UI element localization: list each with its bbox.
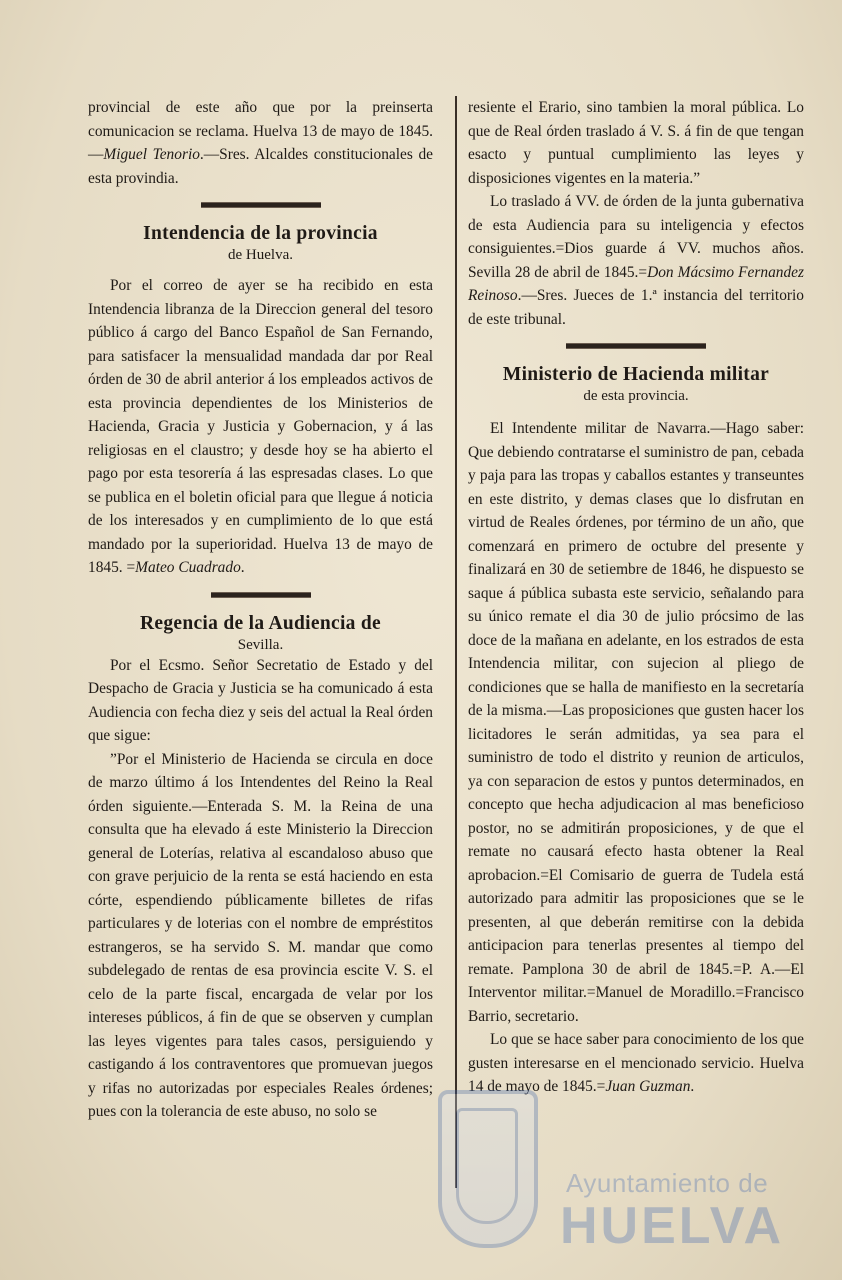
left-continuation: provincial de este año que por la preinserta comunicacion se reclama. Huelva 13 de mayo de 1845.—Miguel Tenorio.—Sres. Alcaldes constitucionales de esta provindia. xyxy=(88,99,433,187)
section-subtitle-intendencia: de Huelva. xyxy=(228,247,293,263)
hacienda-militar-body: El Intendente militar de Navarra.—Hago saber: Que debiendo contratarse el suministro de pan, cebada y paja para las tropas y caballos estantes y transeuntes en este distrito, y demas clases que lo disfrutan en virtud de Reales órdenes, por término de un año, que comenzará en primero de octubre del presente y finalizará en 30 de setiembre de 1846, he dispuesto se saque á pública subasta este servicio, señalando para su único remate el dia 30 de julio prócsimo de las doce de la mañana en adelante, en los estrados de esta Intendencia militar, con sujecion al pliego de condiciones que se halla de manifiesto en la secretaría de la misma.—Las proposiciones que gusten hacer los licitadores le serán admitidas, ya sea para el suministro de todo el distrito y reunion de articulos, ya con separacion de estos y puntos determinados, en concepto que hecha adjudicacion al mas beneficioso postor, no se admitirán proposiciones, y de que el remate no causará efecto hasta obtener la Real aprobacion.=El Comisario de guerra de Tudela está autorizado para admitir las proposiciones que se le presenten, al que deberán remitirse con la debida anticipacion para tenerlas presentes al tiempo del remate. Pamplona 30 de abril de 1845.=P. A.—El Interventor militar.=Manuel de Moradillo.=Francisco Barrio, secretario. xyxy=(468,420,804,1025)
archive-watermark xyxy=(428,1090,788,1260)
hacienda-militar-closing: Lo que se hace saber para conocimiento de los que gusten interesarse en el mencionado servicio. Huelva 14 de mayo de 1845.=Juan Guzman. xyxy=(468,1031,804,1095)
right-continuation: resiente el Erario, sino tambien la moral pública. Lo que de Real órden traslado á V. S. á fin de que tengan esacto y puntual cumplimiento las leyes y disposiciones vigentes en la materia.” xyxy=(468,99,804,187)
signature-tenorio: Miguel Tenorio xyxy=(103,146,200,163)
city-shield-icon xyxy=(438,1090,538,1248)
section-subtitle-regencia: Sevilla. xyxy=(237,636,284,653)
regencia-paragraph-2: ”Por el Ministerio de Hacienda se circula en doce de marzo último á los Intendentes del Reino la Real órden siguiente.—Enterada S. M. la Reina de una consulta que ha elevado á este Ministerio la Direccion general de Loterías, relativa al escandaloso abuso que con grave perjuicio de la renta se está haciendo en esta córte, espendiendo públicamente billetes de rifas particulares y de loterias con el nombre de empréstitos estrangeros, se ha servido S. M. mandar que como subdelegado de rentas de esa provincia escite V. S. el celo de la parte fiscal, encargada de velar por los intereses públicos, á fin de que se observen y cumplan las leyes vigentes para tales casos, persiguiendo y castigando á los contraventores que promuevan juegos y rifas no autorizadas por especiales Reales órdenes; pues con la tolerancia de este abuso, no solo se xyxy=(88,750,433,1120)
signature-reinoso: Don Mácsimo Fernandez Reinoso xyxy=(468,263,804,304)
right-column xyxy=(468,96,804,1099)
section-separator xyxy=(566,343,706,349)
section-separator xyxy=(201,202,321,208)
watermark-line-2: HUELVA xyxy=(560,1197,785,1255)
intendencia-body: Por el correo de ayer se ha recibido en esta Intendencia libranza de la Direccion general del tesoro público á cargo del Banco Español de San Fernando, para satisfacer la mensualidad mandada dar por Real órden de 30 de abril anterior á los empleados activos de esta provincia dependientes de los Ministerios de Hacienda, Gracia y Justicia y Gobernacion, y á las religiosas en el claustro; y desde hoy se ha abierto el pago por esta tesorería á las espresadas clases. Lo que se publica en el boletin oficial para que llegue á noticia de los interesados y en cumplimiento de lo que está mandado por la superioridad. Huelva 13 de mayo de 1845. =Mateo Cuadrado. xyxy=(88,277,433,576)
column-divider xyxy=(455,96,457,1188)
right-continuation-2: Lo traslado á VV. de órden de la junta gubernativa de esta Audiencia para su inteligencia y efectos consiguientes.=Dios guarde á VV. muchos años. Sevilla 28 de abril de 1845.=Don Mácsimo Fernandez Reinoso.—Sres. Jueces de 1.ª instancia del territorio de este tribunal. xyxy=(468,193,804,328)
left-column xyxy=(88,96,433,1124)
section-title-hacienda-militar: Ministerio de Hacienda militar xyxy=(502,364,770,385)
signature-guzman: Juan Guzman xyxy=(605,1078,691,1095)
section-title-regencia: Regencia de la Audiencia de xyxy=(139,612,381,634)
signature-cuadrado: Mateo Cuadrado xyxy=(135,559,241,576)
section-subtitle-hacienda-militar: de esta provincia. xyxy=(583,388,689,404)
watermark-line-1: Ayuntamiento de xyxy=(566,1168,769,1198)
regencia-paragraph-1: Por el Ecsmo. Señor Secretatio de Estado y del Despacho de Gracia y Justicia se ha comunicado á esta Audiencia con fecha diez y seis del actual la Real órden que sigue: xyxy=(88,656,433,744)
section-separator xyxy=(211,592,311,598)
section-title-intendencia: Intendencia de la provincia xyxy=(143,223,378,244)
